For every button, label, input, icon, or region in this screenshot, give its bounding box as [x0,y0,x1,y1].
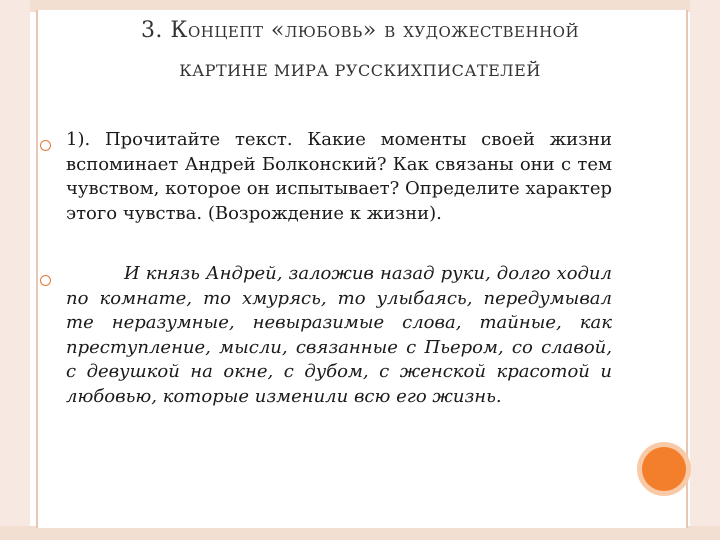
bullet-text-1: 1). Прочитайте текст. Какие моменты своей жизни вспоминает Андрей Болконский? Как связаны они с тем чувством, которое он испытывает? Определите характер этого чувства. (Возрождение к жизни). [66,129,612,224]
bullet-circle-icon [40,140,51,151]
decorative-orb-icon [642,447,686,491]
slide-title [0,18,720,80]
frame-bottom [0,526,720,540]
bullet-text-2: И князь Андрей, заложив назад руки, долго ходил по комнате, то хмурясь, то улыбаясь, передумывал те неразумные, невыразимые слова, тайные, как преступление, мысли, связанные с Пьером, со славой, с девушкой на окне, с дубом, с женской красотой и любовью, которые изменили всю его жизнь. [66,263,612,407]
slide-title-line-2: КАРТИНЕ МИРА РУССКИХПИСАТЕЛЕЙ [179,61,541,80]
bullet-circle-icon [40,275,51,286]
frame-left [0,0,30,540]
frame-right [690,0,720,540]
slide-title-line-1: 3. Концепт «любовь» в художественной [140,18,580,43]
